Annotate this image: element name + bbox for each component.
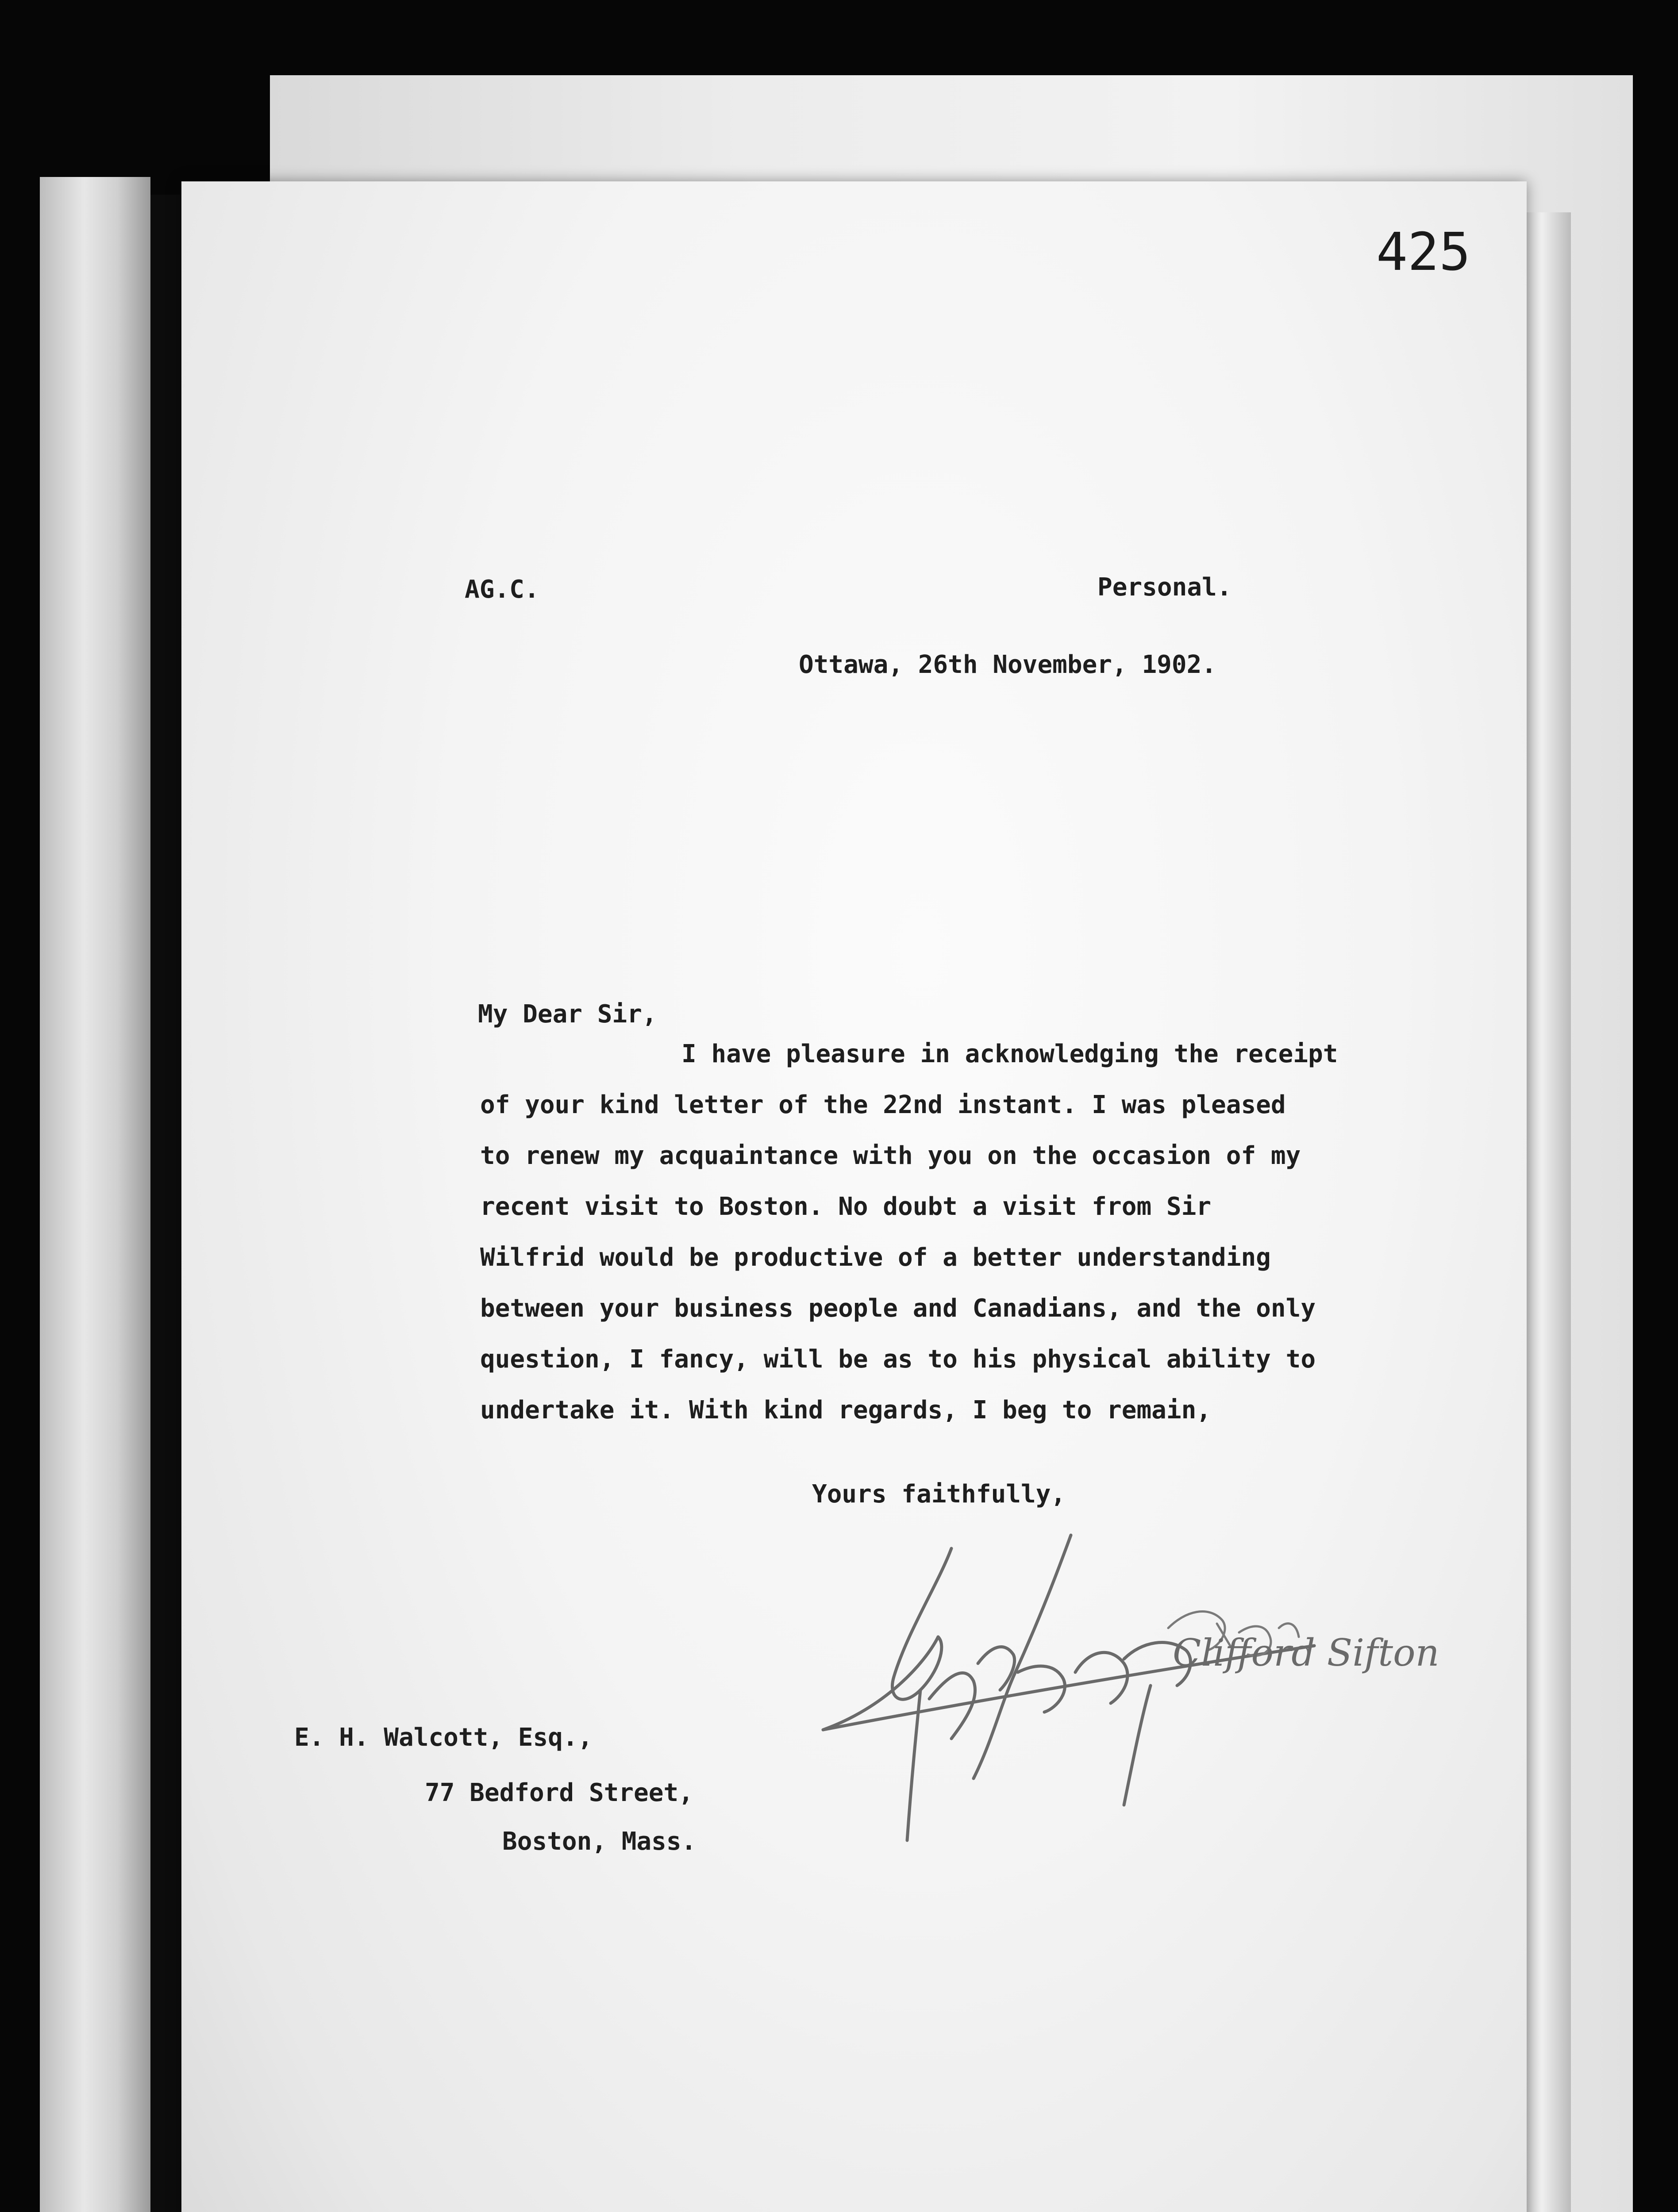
binding-strip — [40, 177, 150, 2212]
page-number: 425 — [1376, 221, 1471, 282]
handwritten-signature — [805, 1531, 1447, 1876]
letter-body-line: recent visit to Boston. No doubt a visit from Sir — [480, 1192, 1212, 1221]
letter-body-line: question, I fancy, will be as to his physical ability to — [480, 1345, 1316, 1374]
letter-body-line: of your kind letter of the 22nd instant. I was pleased — [480, 1091, 1286, 1119]
letter-body-line: between your business people and Canadians, and the only — [480, 1294, 1316, 1323]
letter-closing: Yours faithfully, — [812, 1480, 1066, 1509]
addressee-line: E. H. Walcott, Esq., — [294, 1723, 593, 1752]
letter-body-line: I have pleasure in acknowledging the receipt — [681, 1040, 1338, 1068]
addressee-line: 77 Bedford Street, — [425, 1778, 693, 1807]
page-edge — [1522, 212, 1571, 2212]
letter-salutation: My Dear Sir, — [478, 1000, 657, 1029]
binding-shadow — [150, 195, 186, 2212]
addressee-line: Boston, Mass. — [502, 1827, 697, 1856]
signature-text: Clifford Sifton — [1173, 1631, 1439, 1674]
letter-marking: Personal. — [1097, 573, 1232, 602]
letter-reference: AG.C. — [465, 575, 539, 604]
letter-date: Ottawa, 26th November, 1902. — [799, 650, 1217, 679]
letter-body-line: undertake it. With kind regards, I beg to remain, — [480, 1396, 1212, 1425]
letter-body-line: to renew my acquaintance with you on the occasion of my — [480, 1141, 1301, 1170]
letter-body-line: Wilfrid would be productive of a better understanding — [480, 1243, 1271, 1272]
